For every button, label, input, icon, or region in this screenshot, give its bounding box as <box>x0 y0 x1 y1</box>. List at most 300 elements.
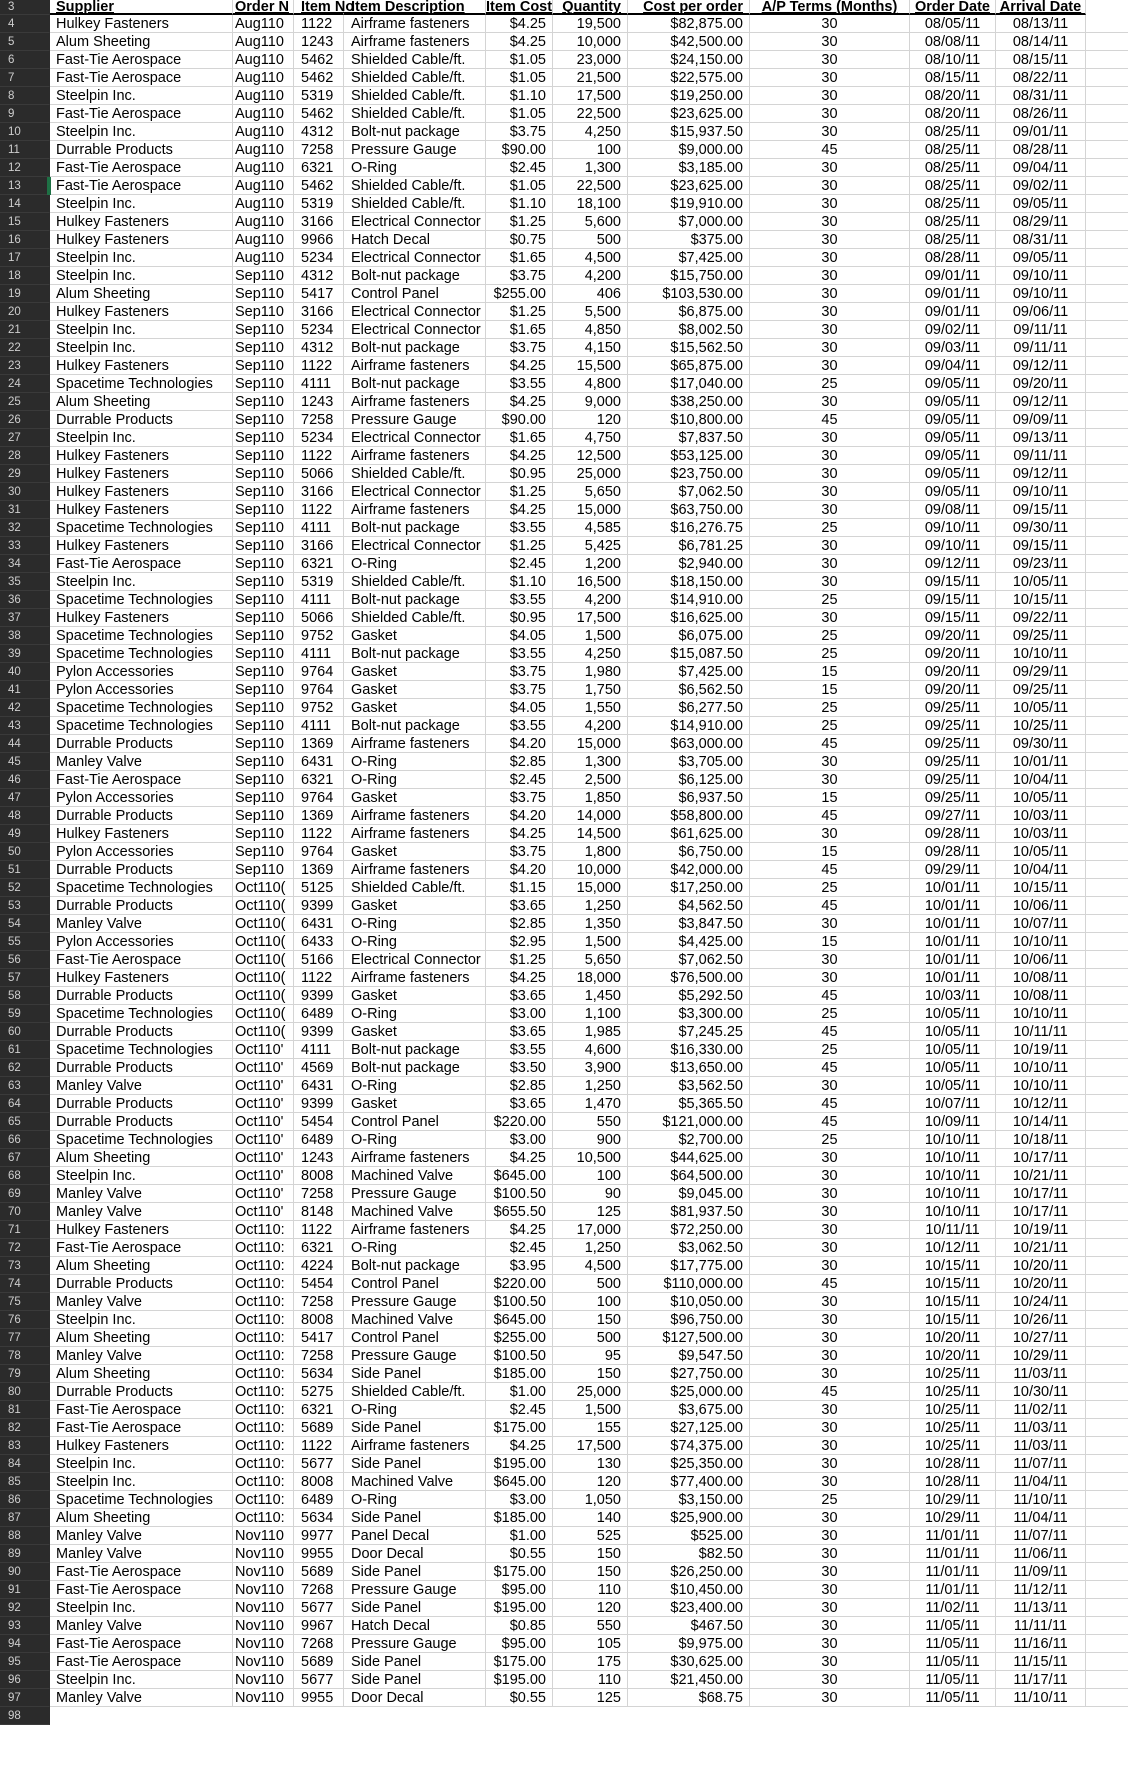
arrival-date-cell[interactable]: 10/21/11 <box>996 1239 1086 1257</box>
quantity-cell[interactable]: 15,000 <box>553 735 628 753</box>
row-number[interactable]: 56 <box>0 951 50 969</box>
quantity-cell[interactable]: 4,600 <box>553 1041 628 1059</box>
order-date-cell[interactable]: 08/15/11 <box>910 69 996 87</box>
arrival-date-cell[interactable]: 09/10/11 <box>996 483 1086 501</box>
quantity-cell[interactable]: 1,450 <box>553 987 628 1005</box>
order-number-cell[interactable]: Aug110 <box>233 213 294 231</box>
supplier-cell[interactable]: Fast-Tie Aerospace <box>50 771 233 789</box>
item-number-cell[interactable]: 5462 <box>294 51 344 69</box>
order-date-cell[interactable]: 10/07/11 <box>910 1095 996 1113</box>
quantity-cell[interactable]: 1,500 <box>553 627 628 645</box>
item-cost-cell[interactable]: $255.00 <box>486 285 553 303</box>
item-number-cell[interactable]: 6489 <box>294 1491 344 1509</box>
item-number-cell[interactable]: 4312 <box>294 123 344 141</box>
empty-cell[interactable] <box>1086 267 1128 285</box>
order-date-cell[interactable]: 08/25/11 <box>910 195 996 213</box>
cost-per-order-cell[interactable]: $6,875.00 <box>628 303 750 321</box>
item-cost-cell[interactable]: $3.75 <box>486 339 553 357</box>
row-number[interactable]: 69 <box>0 1185 50 1203</box>
item-number-cell[interactable]: 1369 <box>294 861 344 879</box>
ap-terms-cell[interactable]: 30 <box>750 609 910 627</box>
empty-cell[interactable] <box>1086 1293 1128 1311</box>
row-number[interactable]: 36 <box>0 591 50 609</box>
item-cost-cell[interactable]: $195.00 <box>486 1671 553 1689</box>
row-number[interactable]: 37 <box>0 609 50 627</box>
order-number-cell[interactable]: Sep110 <box>233 681 294 699</box>
quantity-cell[interactable]: 1,500 <box>553 1401 628 1419</box>
item-description-cell[interactable]: Airframe fasteners <box>344 807 486 825</box>
ap-terms-cell[interactable]: 30 <box>750 123 910 141</box>
order-date-cell[interactable]: 10/09/11 <box>910 1113 996 1131</box>
quantity-cell[interactable]: 525 <box>553 1527 628 1545</box>
quantity-cell[interactable]: 120 <box>553 1599 628 1617</box>
ap-terms-cell[interactable]: 30 <box>750 1167 910 1185</box>
item-number-cell[interactable]: 5634 <box>294 1509 344 1527</box>
order-date-cell[interactable]: 10/05/11 <box>910 1023 996 1041</box>
order-number-cell[interactable]: Aug110 <box>233 51 294 69</box>
item-number-cell[interactable]: 6489 <box>294 1005 344 1023</box>
order-number-cell[interactable]: Oct110' <box>233 1059 294 1077</box>
order-date-cell[interactable]: 10/25/11 <box>910 1437 996 1455</box>
row-number[interactable]: 45 <box>0 753 50 771</box>
item-cost-cell[interactable]: $1.15 <box>486 879 553 897</box>
cost-per-order-cell[interactable]: $65,875.00 <box>628 357 750 375</box>
ap-terms-cell[interactable]: 30 <box>750 969 910 987</box>
item-description-cell[interactable]: Control Panel <box>344 1329 486 1347</box>
row-number[interactable]: 71 <box>0 1221 50 1239</box>
row-number[interactable]: 68 <box>0 1167 50 1185</box>
item-number-cell[interactable]: 5319 <box>294 573 344 591</box>
ap-terms-cell[interactable]: 15 <box>750 843 910 861</box>
arrival-date-cell[interactable]: 08/29/11 <box>996 213 1086 231</box>
ap-terms-cell[interactable]: 30 <box>750 1329 910 1347</box>
order-number-cell[interactable]: Sep110 <box>233 735 294 753</box>
row-number[interactable]: 24 <box>0 375 50 393</box>
order-number-cell[interactable]: Oct110: <box>233 1347 294 1365</box>
item-description-cell[interactable]: Shielded Cable/ft. <box>344 177 486 195</box>
item-cost-cell[interactable]: $3.75 <box>486 681 553 699</box>
empty-cell[interactable] <box>1086 915 1128 933</box>
empty-cell[interactable] <box>1086 1437 1128 1455</box>
cost-per-order-cell[interactable]: $7,425.00 <box>628 663 750 681</box>
quantity-cell[interactable]: 10,500 <box>553 1149 628 1167</box>
empty-cell[interactable] <box>1086 1005 1128 1023</box>
row-number[interactable]: 3 <box>0 0 50 15</box>
ap-terms-cell[interactable]: 30 <box>750 771 910 789</box>
order-number-cell[interactable]: Oct110( <box>233 987 294 1005</box>
arrival-date-cell[interactable]: 10/15/11 <box>996 879 1086 897</box>
quantity-cell[interactable]: 500 <box>553 231 628 249</box>
quantity-cell[interactable]: 100 <box>553 141 628 159</box>
order-number-cell[interactable]: Aug110 <box>233 159 294 177</box>
order-number-cell[interactable]: Sep110 <box>233 303 294 321</box>
ap-terms-cell[interactable]: 30 <box>750 1689 910 1707</box>
arrival-date-cell[interactable]: 10/17/11 <box>996 1203 1086 1221</box>
row-number[interactable]: 87 <box>0 1509 50 1527</box>
item-description-cell[interactable]: Hatch Decal <box>344 231 486 249</box>
supplier-cell[interactable]: Fast-Tie Aerospace <box>50 1419 233 1437</box>
ap-terms-cell[interactable]: 45 <box>750 807 910 825</box>
ap-terms-cell[interactable]: 30 <box>750 483 910 501</box>
empty-cell[interactable] <box>1086 1671 1128 1689</box>
order-number-cell[interactable]: Oct110( <box>233 969 294 987</box>
order-number-cell[interactable]: Oct110' <box>233 1095 294 1113</box>
supplier-cell[interactable]: Spacetime Technologies <box>50 591 233 609</box>
item-cost-cell[interactable]: $1.10 <box>486 195 553 213</box>
row-number[interactable]: 13 <box>0 177 50 195</box>
empty-cell[interactable] <box>1086 411 1128 429</box>
cost-per-order-cell[interactable]: $68.75 <box>628 1689 750 1707</box>
item-number-cell[interactable]: 5689 <box>294 1563 344 1581</box>
cost-per-order-cell[interactable]: $525.00 <box>628 1527 750 1545</box>
supplier-cell[interactable]: Durrable Products <box>50 1059 233 1077</box>
item-number-cell[interactable]: 6489 <box>294 1131 344 1149</box>
ap-terms-cell[interactable]: 25 <box>750 591 910 609</box>
empty-cell[interactable] <box>1086 1383 1128 1401</box>
quantity-cell[interactable]: 125 <box>553 1689 628 1707</box>
item-description-cell[interactable]: Gasket <box>344 789 486 807</box>
item-number-cell[interactable]: 6321 <box>294 771 344 789</box>
item-number-cell[interactable]: 5319 <box>294 195 344 213</box>
quantity-cell[interactable]: 17,000 <box>553 1221 628 1239</box>
order-number-cell[interactable]: Oct110: <box>233 1257 294 1275</box>
order-date-cell[interactable]: 10/28/11 <box>910 1473 996 1491</box>
order-date-cell[interactable]: 10/05/11 <box>910 1059 996 1077</box>
ap-terms-cell[interactable]: 30 <box>750 537 910 555</box>
item-description-cell[interactable]: O-Ring <box>344 1131 486 1149</box>
item-cost-cell[interactable]: $1.25 <box>486 213 553 231</box>
empty-cell[interactable] <box>1086 699 1128 717</box>
item-description-cell[interactable]: Side Panel <box>344 1671 486 1689</box>
arrival-date-cell[interactable]: 08/28/11 <box>996 141 1086 159</box>
item-number-cell[interactable]: 4224 <box>294 1257 344 1275</box>
item-number-cell[interactable]: 8008 <box>294 1473 344 1491</box>
arrival-date-cell[interactable]: 10/10/11 <box>996 645 1086 663</box>
order-date-cell[interactable]: 09/10/11 <box>910 537 996 555</box>
row-number[interactable]: 16 <box>0 231 50 249</box>
quantity-cell[interactable]: 25,000 <box>553 1383 628 1401</box>
supplier-cell[interactable]: Fast-Tie Aerospace <box>50 1401 233 1419</box>
supplier-cell[interactable]: Durrable Products <box>50 1113 233 1131</box>
supplier-cell[interactable]: Pylon Accessories <box>50 933 233 951</box>
order-number-cell[interactable]: Oct110( <box>233 879 294 897</box>
order-number-cell[interactable]: Sep110 <box>233 375 294 393</box>
order-date-cell[interactable]: 08/28/11 <box>910 249 996 267</box>
item-description-cell[interactable]: Airframe fasteners <box>344 33 486 51</box>
quantity-cell[interactable]: 150 <box>553 1563 628 1581</box>
cost-per-order-cell[interactable]: $81,937.50 <box>628 1203 750 1221</box>
order-number-cell[interactable]: Oct110: <box>233 1473 294 1491</box>
quantity-cell[interactable]: 500 <box>553 1275 628 1293</box>
item-number-cell[interactable]: 3166 <box>294 213 344 231</box>
arrival-date-cell[interactable]: 09/12/11 <box>996 465 1086 483</box>
row-number[interactable]: 5 <box>0 33 50 51</box>
order-date-cell[interactable]: 08/25/11 <box>910 231 996 249</box>
order-number-cell[interactable]: Aug110 <box>233 15 294 33</box>
cost-per-order-cell[interactable]: $110,000.00 <box>628 1275 750 1293</box>
supplier-cell[interactable]: Spacetime Technologies <box>50 717 233 735</box>
item-cost-cell[interactable]: $1.25 <box>486 483 553 501</box>
order-number-cell[interactable]: Sep110 <box>233 699 294 717</box>
order-number-cell[interactable]: Sep110 <box>233 663 294 681</box>
order-date-cell[interactable]: 09/01/11 <box>910 303 996 321</box>
row-number[interactable]: 18 <box>0 267 50 285</box>
empty-cell[interactable] <box>1086 681 1128 699</box>
order-number-cell[interactable]: Aug110 <box>233 195 294 213</box>
row-number[interactable]: 29 <box>0 465 50 483</box>
empty-cell[interactable] <box>1086 897 1128 915</box>
ap-terms-cell[interactable]: 45 <box>750 411 910 429</box>
item-description-cell[interactable]: Pressure Gauge <box>344 1581 486 1599</box>
empty-cell[interactable] <box>1086 1563 1128 1581</box>
item-description-cell[interactable]: Shielded Cable/ft. <box>344 51 486 69</box>
arrival-date-cell[interactable]: 11/03/11 <box>996 1437 1086 1455</box>
arrival-date-cell[interactable]: 09/04/11 <box>996 159 1086 177</box>
ap-terms-cell[interactable]: 45 <box>750 141 910 159</box>
row-number[interactable]: 85 <box>0 1473 50 1491</box>
cost-per-order-cell[interactable]: $7,425.00 <box>628 249 750 267</box>
order-date-cell[interactable]: 10/28/11 <box>910 1455 996 1473</box>
supplier-cell[interactable]: Fast-Tie Aerospace <box>50 51 233 69</box>
item-number-cell[interactable]: 9955 <box>294 1545 344 1563</box>
order-number-cell[interactable]: Oct110' <box>233 1167 294 1185</box>
order-date-cell[interactable]: 11/01/11 <box>910 1545 996 1563</box>
row-number[interactable]: 51 <box>0 861 50 879</box>
item-cost-cell[interactable]: $655.50 <box>486 1203 553 1221</box>
arrival-date-cell[interactable]: 10/18/11 <box>996 1131 1086 1149</box>
item-description-cell[interactable]: Pressure Gauge <box>344 1635 486 1653</box>
arrival-date-cell[interactable]: 09/13/11 <box>996 429 1086 447</box>
row-number[interactable]: 6 <box>0 51 50 69</box>
order-date-cell[interactable]: 10/25/11 <box>910 1401 996 1419</box>
ap-terms-cell[interactable]: 30 <box>750 1077 910 1095</box>
item-description-cell[interactable]: Side Panel <box>344 1563 486 1581</box>
quantity-cell[interactable]: 90 <box>553 1185 628 1203</box>
order-number-cell[interactable]: Oct110( <box>233 1023 294 1041</box>
order-number-cell[interactable]: Sep110 <box>233 501 294 519</box>
cost-per-order-cell[interactable]: $42,500.00 <box>628 33 750 51</box>
empty-cell[interactable] <box>1086 1545 1128 1563</box>
order-number-cell[interactable]: Oct110( <box>233 951 294 969</box>
column-header-cost-per-order[interactable]: Cost per order <box>628 0 750 15</box>
order-date-cell[interactable]: 09/25/11 <box>910 753 996 771</box>
quantity-cell[interactable]: 500 <box>553 1329 628 1347</box>
order-number-cell[interactable]: Oct110: <box>233 1239 294 1257</box>
item-cost-cell[interactable]: $3.55 <box>486 375 553 393</box>
arrival-date-cell[interactable]: 10/12/11 <box>996 1095 1086 1113</box>
empty-cell[interactable] <box>1086 1203 1128 1221</box>
order-number-cell[interactable]: Oct110: <box>233 1401 294 1419</box>
arrival-date-cell[interactable]: 10/30/11 <box>996 1383 1086 1401</box>
item-cost-cell[interactable]: $3.55 <box>486 645 553 663</box>
supplier-cell[interactable]: Manley Valve <box>50 1077 233 1095</box>
order-date-cell[interactable]: 08/05/11 <box>910 15 996 33</box>
empty-cell[interactable] <box>1086 1113 1128 1131</box>
ap-terms-cell[interactable]: 30 <box>750 249 910 267</box>
arrival-date-cell[interactable]: 10/05/11 <box>996 573 1086 591</box>
item-number-cell[interactable]: 9967 <box>294 1617 344 1635</box>
empty-cell[interactable] <box>1086 1689 1128 1707</box>
order-number-cell[interactable]: Sep110 <box>233 825 294 843</box>
cost-per-order-cell[interactable]: $14,910.00 <box>628 591 750 609</box>
ap-terms-cell[interactable]: 30 <box>750 1455 910 1473</box>
row-number[interactable]: 90 <box>0 1563 50 1581</box>
empty-cell[interactable] <box>1086 1365 1128 1383</box>
ap-terms-cell[interactable]: 45 <box>750 1383 910 1401</box>
empty-cell[interactable] <box>1086 735 1128 753</box>
quantity-cell[interactable]: 1,050 <box>553 1491 628 1509</box>
order-number-cell[interactable]: Oct110' <box>233 1041 294 1059</box>
arrival-date-cell[interactable]: 10/10/11 <box>996 933 1086 951</box>
cost-per-order-cell[interactable]: $7,062.50 <box>628 483 750 501</box>
item-cost-cell[interactable]: $4.25 <box>486 1221 553 1239</box>
item-cost-cell[interactable]: $4.20 <box>486 807 553 825</box>
item-number-cell[interactable]: 9752 <box>294 627 344 645</box>
arrival-date-cell[interactable]: 09/05/11 <box>996 195 1086 213</box>
empty-cell[interactable] <box>1086 1167 1128 1185</box>
row-number[interactable]: 11 <box>0 141 50 159</box>
quantity-cell[interactable]: 4,200 <box>553 717 628 735</box>
item-cost-cell[interactable]: $3.65 <box>486 1095 553 1113</box>
cost-per-order-cell[interactable]: $23,625.00 <box>628 105 750 123</box>
item-cost-cell[interactable]: $4.05 <box>486 627 553 645</box>
cost-per-order-cell[interactable]: $3,705.00 <box>628 753 750 771</box>
cost-per-order-cell[interactable]: $22,575.00 <box>628 69 750 87</box>
cost-per-order-cell[interactable]: $7,837.50 <box>628 429 750 447</box>
order-date-cell[interactable]: 09/20/11 <box>910 681 996 699</box>
row-number[interactable]: 54 <box>0 915 50 933</box>
row-number[interactable]: 21 <box>0 321 50 339</box>
order-number-cell[interactable]: Oct110' <box>233 1113 294 1131</box>
quantity-cell[interactable]: 150 <box>553 1365 628 1383</box>
row-number[interactable]: 74 <box>0 1275 50 1293</box>
item-number-cell[interactable]: 4111 <box>294 519 344 537</box>
empty-cell[interactable] <box>1086 249 1128 267</box>
cost-per-order-cell[interactable]: $17,040.00 <box>628 375 750 393</box>
quantity-cell[interactable]: 1,985 <box>553 1023 628 1041</box>
item-number-cell[interactable]: 5454 <box>294 1275 344 1293</box>
item-number-cell[interactable]: 1122 <box>294 1437 344 1455</box>
ap-terms-cell[interactable]: 30 <box>750 1599 910 1617</box>
supplier-cell[interactable]: Durrable Products <box>50 861 233 879</box>
item-description-cell[interactable]: Shielded Cable/ft. <box>344 195 486 213</box>
supplier-cell[interactable]: Durrable Products <box>50 1383 233 1401</box>
order-number-cell[interactable]: Sep110 <box>233 483 294 501</box>
item-description-cell[interactable]: Electrical Connector <box>344 249 486 267</box>
empty-cell[interactable] <box>1086 789 1128 807</box>
item-description-cell[interactable]: Airframe fasteners <box>344 15 486 33</box>
ap-terms-cell[interactable]: 30 <box>750 1617 910 1635</box>
arrival-date-cell[interactable]: 09/30/11 <box>996 519 1086 537</box>
item-cost-cell[interactable]: $2.45 <box>486 771 553 789</box>
cost-per-order-cell[interactable]: $44,625.00 <box>628 1149 750 1167</box>
supplier-cell[interactable]: Steelpin Inc. <box>50 1473 233 1491</box>
supplier-cell[interactable]: Steelpin Inc. <box>50 195 233 213</box>
order-number-cell[interactable]: Sep110 <box>233 843 294 861</box>
arrival-date-cell[interactable]: 08/31/11 <box>996 231 1086 249</box>
ap-terms-cell[interactable]: 30 <box>750 1527 910 1545</box>
order-date-cell[interactable]: 11/05/11 <box>910 1635 996 1653</box>
row-number[interactable]: 44 <box>0 735 50 753</box>
cost-per-order-cell[interactable]: $2,700.00 <box>628 1131 750 1149</box>
cost-per-order-cell[interactable]: $14,910.00 <box>628 717 750 735</box>
item-description-cell[interactable]: O-Ring <box>344 555 486 573</box>
item-number-cell[interactable]: 5454 <box>294 1113 344 1131</box>
item-number-cell[interactable]: 1122 <box>294 501 344 519</box>
item-cost-cell[interactable]: $645.00 <box>486 1311 553 1329</box>
ap-terms-cell[interactable]: 30 <box>750 1563 910 1581</box>
empty-cell[interactable] <box>1086 1131 1128 1149</box>
cost-per-order-cell[interactable]: $7,000.00 <box>628 213 750 231</box>
item-number-cell[interactable]: 5689 <box>294 1419 344 1437</box>
row-number[interactable]: 82 <box>0 1419 50 1437</box>
ap-terms-cell[interactable]: 25 <box>750 1131 910 1149</box>
cost-per-order-cell[interactable]: $121,000.00 <box>628 1113 750 1131</box>
empty-cell[interactable] <box>1086 645 1128 663</box>
order-number-cell[interactable]: Sep110 <box>233 537 294 555</box>
item-number-cell[interactable]: 5066 <box>294 465 344 483</box>
order-date-cell[interactable]: 10/20/11 <box>910 1347 996 1365</box>
arrival-date-cell[interactable]: 11/03/11 <box>996 1419 1086 1437</box>
row-number[interactable]: 72 <box>0 1239 50 1257</box>
row-number[interactable]: 32 <box>0 519 50 537</box>
supplier-cell[interactable]: Fast-Tie Aerospace <box>50 177 233 195</box>
ap-terms-cell[interactable]: 30 <box>750 753 910 771</box>
cost-per-order-cell[interactable]: $63,000.00 <box>628 735 750 753</box>
row-number[interactable]: 20 <box>0 303 50 321</box>
item-cost-cell[interactable]: $0.85 <box>486 1617 553 1635</box>
row-number[interactable]: 60 <box>0 1023 50 1041</box>
row-number[interactable]: 25 <box>0 393 50 411</box>
order-number-cell[interactable]: Aug110 <box>233 33 294 51</box>
ap-terms-cell[interactable]: 30 <box>750 1635 910 1653</box>
cost-per-order-cell[interactable]: $6,277.50 <box>628 699 750 717</box>
ap-terms-cell[interactable]: 25 <box>750 717 910 735</box>
order-number-cell[interactable]: Aug110 <box>233 69 294 87</box>
empty-cell[interactable] <box>1086 1023 1128 1041</box>
cost-per-order-cell[interactable]: $17,775.00 <box>628 1257 750 1275</box>
item-description-cell[interactable]: Shielded Cable/ft. <box>344 1383 486 1401</box>
cost-per-order-cell[interactable]: $2,940.00 <box>628 555 750 573</box>
item-description-cell[interactable]: Bolt-nut package <box>344 267 486 285</box>
ap-terms-cell[interactable]: 25 <box>750 519 910 537</box>
supplier-cell[interactable]: Fast-Tie Aerospace <box>50 1581 233 1599</box>
empty-cell[interactable] <box>1086 609 1128 627</box>
order-date-cell[interactable]: 08/08/11 <box>910 33 996 51</box>
arrival-date-cell[interactable]: 10/10/11 <box>996 1059 1086 1077</box>
order-date-cell[interactable]: 09/25/11 <box>910 789 996 807</box>
item-cost-cell[interactable]: $3.55 <box>486 591 553 609</box>
arrival-date-cell[interactable]: 10/14/11 <box>996 1113 1086 1131</box>
ap-terms-cell[interactable]: 30 <box>750 1401 910 1419</box>
cost-per-order-cell[interactable]: $15,562.50 <box>628 339 750 357</box>
item-number-cell[interactable]: 5462 <box>294 69 344 87</box>
arrival-date-cell[interactable]: 09/25/11 <box>996 681 1086 699</box>
quantity-cell[interactable]: 4,200 <box>553 267 628 285</box>
supplier-cell[interactable]: Spacetime Technologies <box>50 645 233 663</box>
supplier-cell[interactable]: Durrable Products <box>50 897 233 915</box>
order-number-cell[interactable]: Sep110 <box>233 609 294 627</box>
item-number-cell[interactable]: 1122 <box>294 969 344 987</box>
arrival-date-cell[interactable]: 10/04/11 <box>996 771 1086 789</box>
order-number-cell[interactable]: Sep110 <box>233 591 294 609</box>
quantity-cell[interactable]: 23,000 <box>553 51 628 69</box>
quantity-cell[interactable]: 10,000 <box>553 33 628 51</box>
row-number[interactable]: 77 <box>0 1329 50 1347</box>
quantity-cell[interactable]: 1,500 <box>553 933 628 951</box>
quantity-cell[interactable]: 1,250 <box>553 1077 628 1095</box>
item-description-cell[interactable]: Electrical Connector <box>344 951 486 969</box>
